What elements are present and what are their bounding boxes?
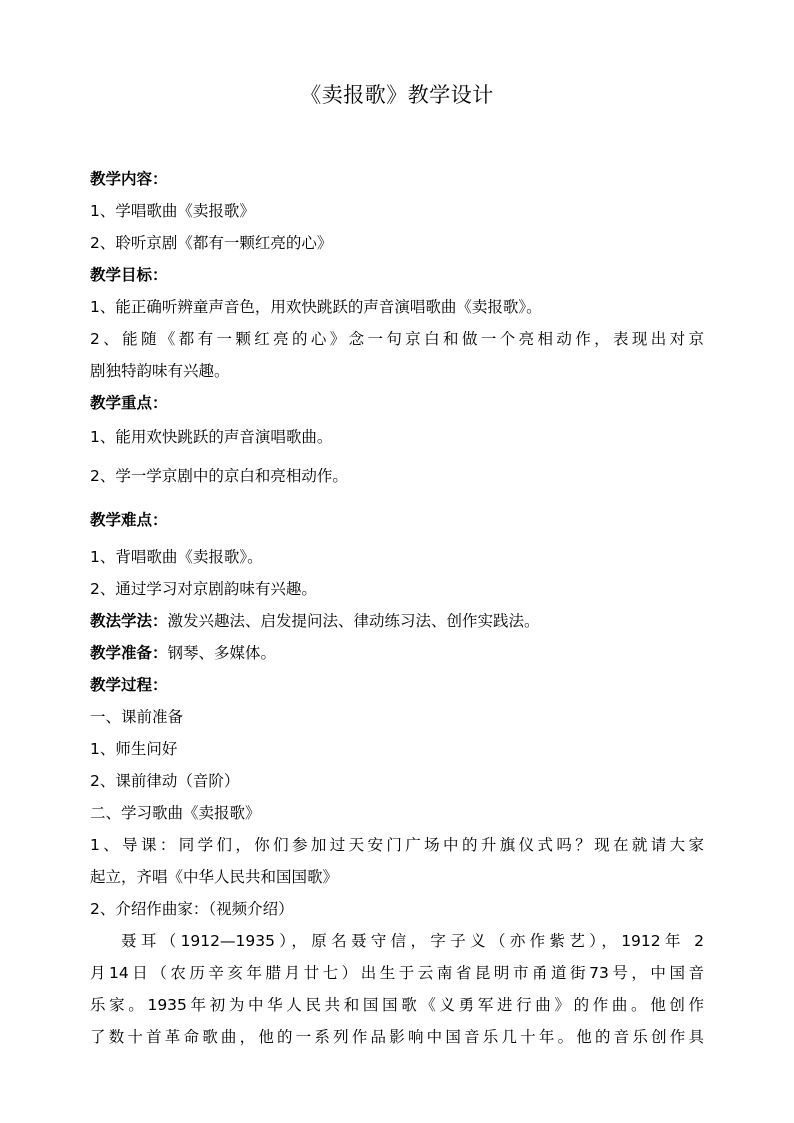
document-title: 《卖报歌》教学设计 bbox=[300, 83, 494, 107]
key-point-2: 2、学一学京剧中的京白和亮相动作。 bbox=[90, 467, 348, 485]
content-heading: 教学内容： bbox=[90, 170, 168, 188]
prep-label: 教学准备： bbox=[90, 644, 168, 662]
process-step-1-2: 2、课前律动（音阶） bbox=[90, 772, 240, 790]
goals-heading: 教学目标： bbox=[90, 266, 168, 284]
goals-item-1: 1、能正确听辨童声音色，用欢快跳跃的声音演唱歌曲《卖报歌》。 bbox=[90, 298, 542, 316]
bio-line-2: 月14日（农历辛亥年腊月廿七）出生于云南省昆明市甬道街73号，中国音 bbox=[90, 964, 704, 982]
bio-line-3: 乐家。1935年初为中华人民共和国国歌《义勇军进行曲》的作曲。他创作 bbox=[90, 996, 704, 1014]
bio-line-1: 聂耳（1912—1935），原名聂守信，字子义（亦作紫艺），1912年 2 bbox=[121, 932, 704, 950]
prep-text: 钢琴、多媒体。 bbox=[167, 644, 277, 662]
goals-item-2-line-2: 剧独特韵味有兴趣。 bbox=[90, 362, 230, 380]
process-step-2-1-line-1: 1、导课：同学们，你们参加过天安门广场中的升旗仪式吗？现在就请大家 bbox=[90, 836, 704, 854]
content-item-2: 2、聆听京剧《都有一颗红亮的心》 bbox=[90, 234, 333, 252]
goals-item-2-line-1: 2、能随《都有一颗红亮的心》念一句京白和做一个亮相动作，表现出对京 bbox=[90, 330, 704, 348]
process-heading: 教学过程： bbox=[90, 676, 168, 694]
methods-line bbox=[90, 610, 540, 632]
process-step-1: 一、课前准备 bbox=[90, 708, 184, 726]
content-item-1: 1、学唱歌曲《卖报歌》 bbox=[90, 202, 255, 220]
process-step-2-2: 2、介绍作曲家：（视频介绍） bbox=[90, 900, 294, 918]
methods-text: 激发兴趣法、启发提问法、律动练习法、创作实践法。 bbox=[167, 612, 540, 630]
difficulty-item-1: 1、背唱歌曲《卖报歌》。 bbox=[90, 548, 263, 566]
prep-line bbox=[90, 642, 276, 664]
methods-label: 教法学法： bbox=[90, 612, 168, 630]
process-step-2-1-line-2: 起立，齐唱《中华人民共和国国歌》 bbox=[90, 868, 339, 886]
process-step-2: 二、学习歌曲《卖报歌》 bbox=[90, 804, 261, 822]
process-step-1-1: 1、师生问好 bbox=[90, 740, 178, 758]
difficulty-heading: 教学难点： bbox=[90, 511, 168, 529]
bio-line-4: 了数十首革命歌曲，他的一系列作品影响中国音乐几十年。他的音乐创作具 bbox=[90, 1028, 704, 1046]
key-point-1: 1、能用欢快跳跃的声音演唱歌曲。 bbox=[90, 428, 333, 446]
key-points-heading: 教学重点： bbox=[90, 394, 168, 412]
difficulty-item-2: 2、通过学习对京剧韵味有兴趣。 bbox=[90, 580, 317, 598]
